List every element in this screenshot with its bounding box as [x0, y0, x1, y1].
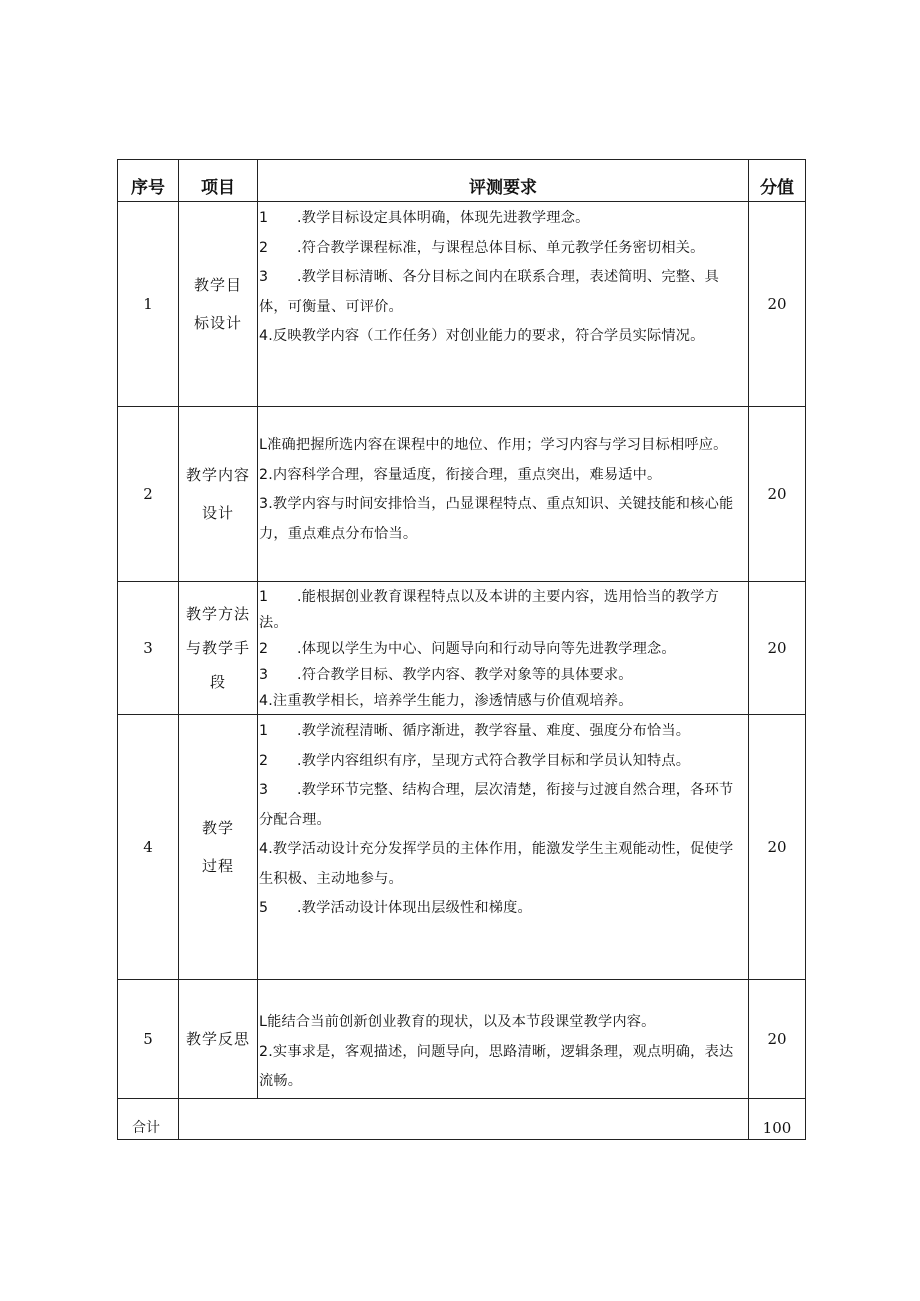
- requirement-line: 3 .教学环节完整、结构合理，层次清楚，衔接与过渡自然合理，各环节分配合理。: [259, 782, 734, 828]
- row-number: 2: [118, 407, 179, 582]
- row-requirements: [258, 582, 749, 715]
- row-item: [179, 202, 258, 407]
- row-item: [179, 582, 258, 715]
- table-row: [118, 202, 806, 407]
- requirement-line: 1 .教学目标设定具体明确，体现先进教学理念。: [259, 210, 590, 226]
- requirement-line: 2 .符合教学课程标准，与课程总体目标、单元教学任务密切相关。: [259, 239, 705, 256]
- header-item: 项目: [179, 160, 258, 202]
- total-empty-cell: [179, 1099, 749, 1140]
- row-number: 5: [118, 980, 179, 1099]
- total-row: [118, 1099, 806, 1140]
- item-line: 段: [209, 673, 226, 691]
- evaluation-table: [117, 159, 806, 1140]
- row-requirements: [258, 980, 749, 1099]
- row-requirements: [258, 715, 749, 980]
- table-row: [118, 582, 806, 715]
- item-line: 标设计: [193, 314, 242, 332]
- row-score: 20: [749, 715, 806, 980]
- row-requirements: [258, 407, 749, 582]
- requirement-line: 2.内容科学合理，容量适度，衔接合理，重点突出，难易适中。: [259, 466, 662, 483]
- requirement-line: 3 .教学目标清晰、各分目标之间内在联系合理，表述简明、完整、具体，可衡量、可评价。: [259, 269, 719, 315]
- requirement-line: 4.注重教学相长，培养学生能力，渗透情感与价值观培养。: [259, 693, 633, 709]
- row-score: 20: [749, 202, 806, 407]
- row-number: 3: [118, 582, 179, 715]
- total-score: 100: [749, 1099, 806, 1140]
- item-line: 教学反思: [185, 1030, 250, 1048]
- header-row: [118, 160, 806, 202]
- requirement-line: 2 .教学内容组织有序，呈现方式符合教学目标和学员认知特点。: [259, 752, 691, 769]
- header-requirement: 评测要求: [258, 160, 749, 202]
- row-number: 4: [118, 715, 179, 980]
- table-row: [118, 407, 806, 582]
- item-line: 设计: [201, 504, 234, 522]
- requirement-line: 2 .体现以学生为中心、问题导向和行动导向等先进教学理念。: [259, 641, 676, 657]
- requirement-line: 2.实事求是，客观描述，问题导向，思路清晰，逻辑条理，观点明确，表达流畅。: [259, 1043, 734, 1089]
- requirement-line: L准确把握所选内容在课程中的地位、作用；学习内容与学习目标相呼应。: [259, 437, 728, 453]
- row-item: [179, 407, 258, 582]
- total-label: 合计: [118, 1099, 179, 1140]
- item-line: 教学方法: [185, 605, 250, 623]
- item-line: 过程: [201, 857, 234, 875]
- row-requirements: [258, 202, 749, 407]
- item-line: 教学: [201, 819, 234, 837]
- item-line: 与教学手: [185, 639, 250, 657]
- requirement-line: 4.反映教学内容（工作任务）对创业能力的要求，符合学员实际情况。: [259, 328, 705, 344]
- requirement-line: 4.教学活动设计充分发挥学员的主体作用，能激发学生主观能动性，促使学生积极、主动地参与。: [259, 841, 734, 887]
- table-row: [118, 715, 806, 980]
- row-score: 20: [749, 980, 806, 1099]
- row-score: 20: [749, 582, 806, 715]
- table-row: [118, 980, 806, 1099]
- row-item: [179, 980, 258, 1099]
- row-score: 20: [749, 407, 806, 582]
- requirement-line: 1 .能根据创业教育课程特点以及本讲的主要内容，选用恰当的教学方法。: [259, 589, 719, 631]
- requirement-line: L能结合当前创新创业教育的现状，以及本节段课堂教学内容。: [259, 1014, 656, 1030]
- item-line: 教学目: [193, 276, 242, 294]
- requirement-line: 5 .教学活动设计体现出层级性和梯度。: [259, 900, 532, 916]
- requirement-line: 3 .符合教学目标、教学内容、教学对象等的具体要求。: [259, 667, 633, 683]
- row-number: 1: [118, 202, 179, 407]
- requirement-line: 1 .教学流程清晰、循序渐进，教学容量、难度、强度分布恰当。: [259, 723, 691, 739]
- header-score: 分值: [749, 160, 806, 202]
- item-line: 教学内容: [185, 466, 250, 484]
- header-no: 序号: [118, 160, 179, 202]
- row-item: [179, 715, 258, 980]
- requirement-line: 3.教学内容与时间安排恰当，凸显课程特点、重点知识、关键技能和核心能力，重点难点分布恰当。: [259, 496, 734, 542]
